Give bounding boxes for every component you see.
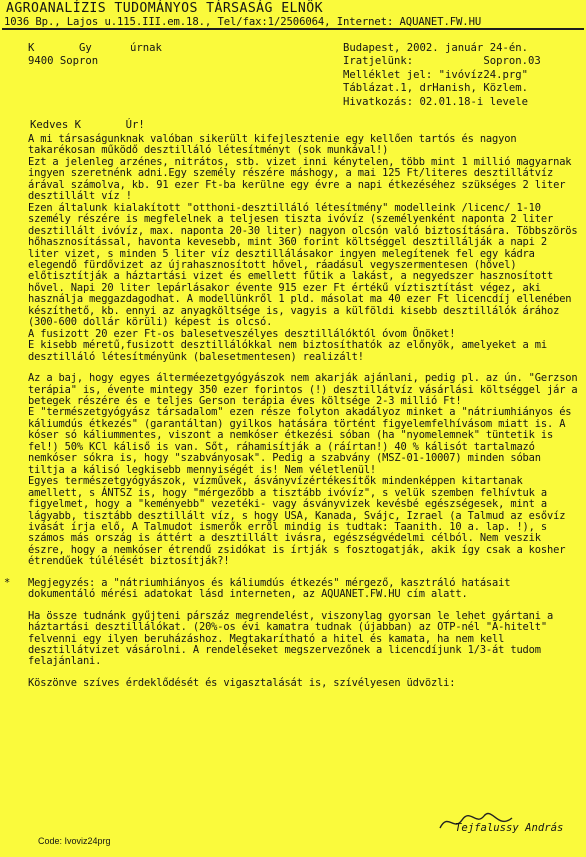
- paragraph-final: Ha össze tudnánk gyűjteni párszáz megrendelést, viszonylag gyorsan le lehet gyártani a háztartási desztillálókat. (20%-os évi kamatra tudnak (újabban) az OTP-nél "A-hitelt" felvenni egy ilyen beruházáshoz. Megtakarítható a hitel és kamata, ha nem kell desztillátvizet vásárolni. A rendeléseket megszervezőnek a licencdíjunk 1/3-át tudom felajánlani.: [28, 609, 554, 668]
- letterhead-title: AGROANALÍZIS TUDOMÁNYOS TÁRSASÁG ELNÖK: [6, 1, 323, 16]
- recipient-block: [28, 42, 162, 68]
- document-code: Code: Ivoviz24prg: [38, 836, 111, 846]
- note-paragraph: [4, 576, 582, 601]
- letterhead-address: 1036 Bp., Lajos u.115.III.em.18., Tel/fax:1/2506064, Internet: AQUANET.FW.HU: [4, 16, 482, 28]
- paragraph-2: Az a baj, hogy egyes álterméezetgyógyászok nem akarják ajánlani, pedig pl. az ún. "Gerzson terápia" is, évente mintegy 350 ezer forintos (!) desztillátvíz vásárlási költséggel jár a betegek részére és e teljes Gerson terápia éves költsége 2-3 millió Ft! E "természetgyógyász társadalom" ezen része folyton akadályoz minket a "nátriumhiányos és káliumdús étkezés" (garantáltan) gyilkos hatására történt figyelemfelhívásom miatt is. A kóser só káliummentes, viszont a nemkóser étkezési sóban (ha "nyomelemnek" tüntetik is fel!) 50% KCl káliső is van. Sőt, ráhamisítják a (ráírtan!) 40 % kálisót tartalmazó nemkóser sókra is, hogy "szabványosak". Pedig a szabvány (MSZ-01-10007) minden sóban tiltja a kálisó legkisebb mennyiségét is! Nem véletlenül! Egyes természetgyógyászok, vízművek, ásványvízértékesítők mindenképpen kitartanak amellett, s ÁNTSZ is, hogy "mérgezőbb a tisztább ivóvíz", s velük szemben felhívtuk a figyelmet, hogy a "keményebb" vezetéki- vagy ásványvizek kevésbé egészségesek, mint a lágyabb, tisztább desztillált víz, s hogy USA, Kanada, Svájc, Izrael (a Talmud az esővíz ivását írja elő, A Talmudot ismerők erről mindig is tudtak: Taanith. 10 a. lap. !), s számos más ország is áttért a desztillált ivásra, egészségvédelmi célból. Nem veszik észre, hogy a nemkóser étrendű zsidókat is írtják s fosztogatják, akik így csak a kosher étrendűek túlélését biztosítják?!: [28, 372, 578, 568]
- recipient-name: K Gy úrnak: [28, 42, 162, 54]
- letter-body: [4, 133, 582, 699]
- table-line: Táblázat.1, drHanish, Közlem.: [343, 82, 528, 95]
- recipient-city: 9400 Sopron: [28, 55, 99, 67]
- reference-number: Iratjelünk: Sopron.03: [343, 55, 541, 68]
- meta-block: [343, 42, 541, 109]
- reference-line: Hivatkozás: 02.01.18-i levele: [343, 95, 528, 108]
- signature-name: Tejfalussy András: [455, 822, 564, 834]
- closing-line: Köszönve szíves érdeklődését és vigasztalását is, szívélyesen üdvözli:: [28, 676, 456, 689]
- paragraph-1: A mi társaságunknak valóban sikerült kifejlesztenie egy kellően tartós és nagyon takarékosan működő desztilláló létesítményt (sok munkával!) Ezt a jelenleg arzénes, nitrátos, stb. vizet inni kénytelen, több mint 1 millió magyarnak ingyen szeretnénk adni.Egy személy részére máshogy, a mai 125 Ft/literes desztillátvíz árával számolva, kb. 91 ezer Ft-ba kerülne egy évre a napi étkezéséhez szükséges 2 liter desztillált víz ! Ezen általunk kialakított "otthoni-desztilláló létesítmény" modelleink /licenc/ 1-10 személy részére is megfelelnek a teljesen tiszta ivóvíz (személyenként naponta 2 liter desztillált ivóvíz, max. naponta 20-30 liter) nagyon olcsón való biztosítására. Többszörös hőhasznosítással, havonta kevesebb, mint 360 forint költséggel desztillálják a napi 2 liter vizet, s minden 5 liter víz desztillálásakor ingyen melegítenek fel egy kádra elegendő fürdővizet az újrahasznosított hővel, ráadásul vegyszermentesen (hővel) előtisztítják a háztartási vizet és emellett fűtik a lakást, a negyedszer hasznosított hővel. Napi 20 liter lepárlásakor évente 915 ezer Ft értékű víztisztítást végez, aki használja meggazdagodhat. A modellünkről 1 pld. másolat ma 40 ezer Ft licencdíj ellenében készíthető, kb. ennyi az anyagköltsége is, vagyis a külföldi kisebb desztillálók árához (300-600 dollár körüli) képest is olcsó. A fusizott 20 ezer Ft-os balesetveszélyes desztillálóktól óvom Önöket! E kisebb méretű,fusizott desztillálókkal nem biztosíthatók az előnyök, amelyeket a mi desztilláló létesítményünk (balesetmentesen) realizált!: [28, 133, 578, 363]
- note-text: Megjegyzés: a "nátriumhiányos és káliumdús étkezés" mérgező, kasztráló hatásait dokumentáló mérési adatokat lásd interneten, az AQUANET.FW.HU cím alatt.: [28, 576, 511, 601]
- salutation: Kedves K Úr!: [30, 119, 145, 131]
- letter-date: Budapest, 2002. január 24-én.: [343, 42, 528, 54]
- attachment-line: Melléklet jel: "ivóvíz24.prg": [343, 68, 528, 81]
- header-divider: [2, 28, 584, 30]
- asterisk-marker: *: [4, 576, 11, 589]
